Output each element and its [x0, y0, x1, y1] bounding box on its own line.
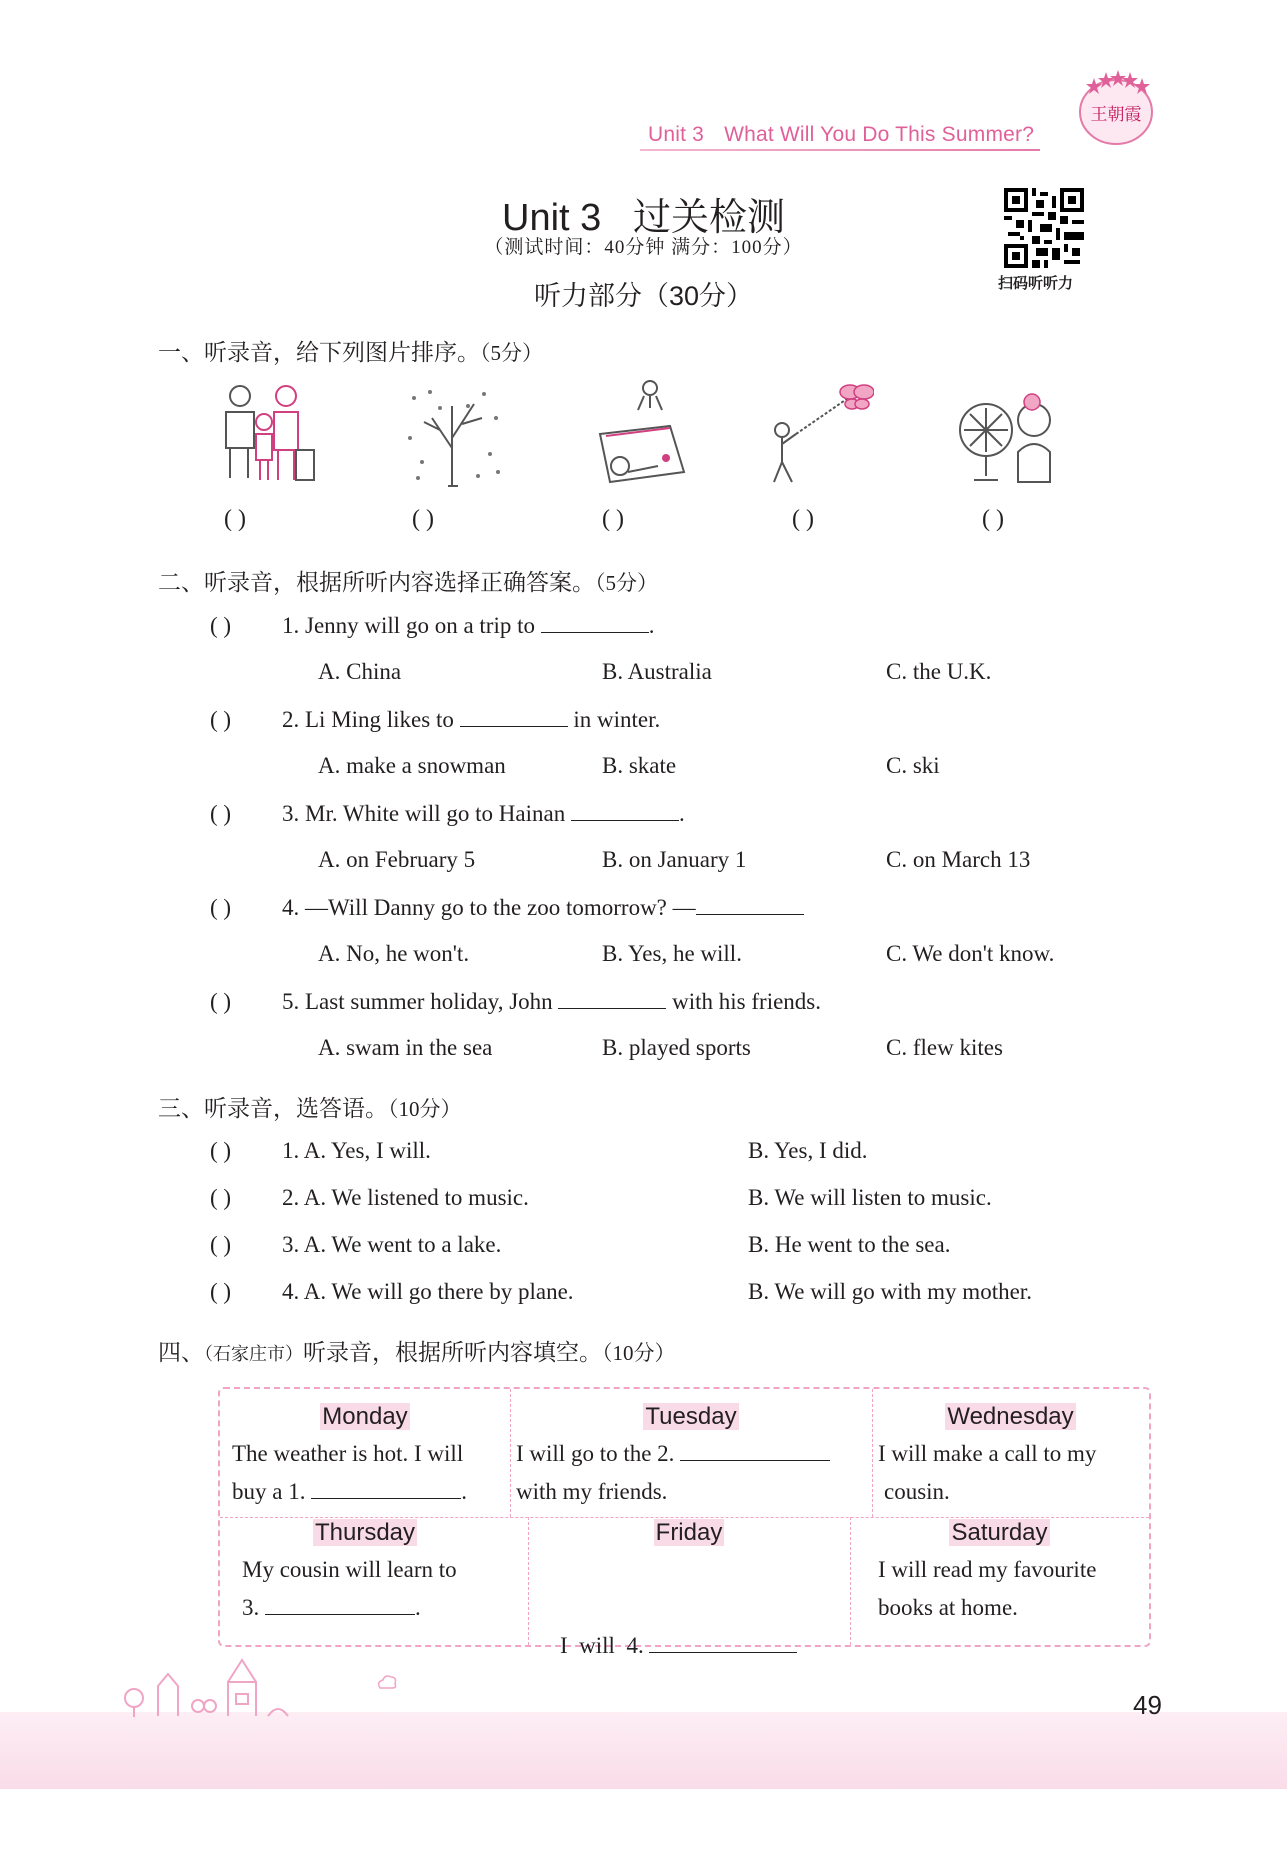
answer-blank[interactable]	[696, 894, 804, 915]
cell-line	[232, 1473, 467, 1511]
question-text-end: in winter.	[567, 707, 661, 732]
option-a[interactable]: 1. A. Yes, I will.	[282, 1138, 431, 1163]
day-heading-saturday	[850, 1519, 1149, 1547]
section3-points: （10分）	[388, 1097, 462, 1121]
cell-text: I will go to the 2.	[516, 1441, 681, 1466]
option-c[interactable]: C. on March 13	[886, 847, 1031, 872]
cell-text: 3.	[242, 1595, 265, 1620]
fan-girl-icon	[956, 378, 1064, 488]
option-a[interactable]: A. on February 5	[318, 847, 476, 872]
day-heading-wednesday	[872, 1403, 1149, 1431]
answer-bracket[interactable]: ( )	[210, 801, 232, 826]
day-label: Monday	[322, 1403, 408, 1430]
section4-points: （10分）	[602, 1341, 676, 1365]
question-row	[210, 800, 685, 827]
answer-blank[interactable]	[460, 706, 568, 727]
option-c[interactable]: C. flew kites	[886, 1035, 1003, 1060]
listening-section-title: 听力部分（30分）	[533, 281, 754, 311]
reading-boy-icon	[590, 378, 698, 488]
cell-line: The weather is hot. I will	[232, 1441, 464, 1466]
weekly-plan-table	[218, 1387, 1151, 1658]
picture-bracket[interactable]: ( )	[224, 506, 246, 532]
logo-text: 王朝霞	[1090, 105, 1142, 125]
option-b[interactable]: B. He went to the sea.	[748, 1232, 951, 1257]
question-text: 4. —Will Danny go to the zoo tomorrow? —	[282, 895, 696, 920]
cell-line	[242, 1589, 457, 1627]
header-underline	[640, 149, 1040, 151]
qr-label: 扫码听听力	[998, 275, 1074, 292]
section3-heading	[158, 1090, 462, 1123]
question-text: 1. Jenny will go on a trip to	[282, 613, 541, 638]
question-row	[210, 894, 804, 921]
answer-bracket[interactable]: ( )	[210, 1138, 232, 1163]
header-unit-title: What Will You Do This Summer?	[724, 123, 1035, 146]
cell-line: I will make a call to my	[878, 1441, 1097, 1466]
question-row	[210, 988, 821, 1015]
picture-bracket[interactable]: ( )	[602, 506, 624, 532]
response-row	[210, 1232, 501, 1258]
day-label: Thursday	[314, 1519, 416, 1546]
answer-blank[interactable]	[571, 800, 679, 821]
option-a[interactable]: A. No, he won't.	[318, 941, 470, 966]
cell-monday	[232, 1435, 467, 1511]
answer-bracket[interactable]: ( )	[210, 1185, 232, 1210]
section1-points: （5分）	[480, 341, 543, 365]
section1-heading	[158, 334, 543, 367]
question-row	[210, 612, 654, 639]
option-a[interactable]: 4. A. We will go there by plane.	[282, 1279, 574, 1304]
section2-title: 二、听录音，根据所听内容选择正确答案。	[158, 570, 595, 595]
table-divider	[220, 1517, 1149, 1518]
section2-points: （5分）	[595, 571, 658, 595]
cell-line: My cousin will learn to	[242, 1557, 457, 1582]
header-unit: Unit 3	[648, 123, 705, 146]
castle-decoration-icon	[118, 1648, 308, 1718]
cell-line: with my friends.	[516, 1479, 668, 1504]
answer-bracket[interactable]: ( )	[210, 1279, 232, 1304]
answer-bracket[interactable]: ( )	[210, 1232, 232, 1257]
option-b[interactable]: B. Yes, I did.	[748, 1138, 868, 1163]
cell-line	[516, 1435, 830, 1473]
test-info: （测试时间：40分钟 满分：100分）	[484, 237, 803, 258]
cell-line	[560, 1627, 797, 1665]
cell-wednesday	[878, 1435, 1096, 1511]
option-b[interactable]: B. We will go with my mother.	[748, 1279, 1032, 1304]
answer-blank-2[interactable]	[680, 1440, 830, 1461]
family-trip-icon	[212, 378, 320, 488]
section4-title: 听录音，根据所听内容填空。	[303, 1340, 602, 1365]
option-b[interactable]: B. Yes, he will.	[602, 941, 742, 966]
page-title: Unit 3 过关检测	[502, 197, 785, 239]
picture-bracket[interactable]: ( )	[982, 506, 1004, 532]
answer-blank[interactable]	[541, 612, 649, 633]
option-b[interactable]: B. We will listen to music.	[748, 1185, 992, 1210]
cell-thursday	[242, 1551, 457, 1627]
day-label: Tuesday	[645, 1403, 737, 1430]
qr-code-icon[interactable]	[1004, 188, 1084, 268]
question-text: 5. Last summer holiday, John	[282, 989, 559, 1014]
answer-blank-3[interactable]	[265, 1594, 415, 1615]
day-label: Wednesday	[947, 1403, 1074, 1430]
question-text-end: with his friends.	[666, 989, 822, 1014]
question-text: 2. Li Ming likes to	[282, 707, 460, 732]
question-row	[210, 706, 660, 733]
option-b[interactable]: B. on January 1	[602, 847, 747, 872]
option-a[interactable]: A. make a snowman	[318, 753, 506, 778]
running-header	[648, 123, 1034, 147]
response-row	[210, 1185, 529, 1211]
option-c[interactable]: C. We don't know.	[886, 941, 1055, 966]
day-label: Friday	[655, 1519, 723, 1546]
day-heading-friday	[528, 1519, 850, 1547]
answer-bracket[interactable]: ( )	[210, 989, 232, 1014]
answer-bracket[interactable]: ( )	[210, 613, 232, 638]
section4-number: 四、	[158, 1340, 204, 1365]
cell-line: I will read my favourite	[878, 1557, 1097, 1582]
day-heading-thursday	[220, 1519, 510, 1547]
section3-title: 三、听录音，选答语。	[158, 1096, 388, 1121]
footer-band	[0, 1712, 1287, 1789]
page-number: 49	[1133, 1690, 1162, 1720]
section4-heading	[158, 1334, 676, 1367]
cell-line: books at home.	[878, 1595, 1018, 1620]
question-text-end: .	[678, 801, 685, 826]
option-a[interactable]: 3. A. We went to a lake.	[282, 1232, 502, 1257]
option-b[interactable]: B. skate	[602, 753, 677, 778]
cell-line: cousin.	[884, 1479, 950, 1504]
cloud-decoration-icon	[376, 1674, 398, 1692]
kite-icon	[766, 378, 874, 488]
cell-text: buy a 1.	[232, 1479, 312, 1504]
question-text-end: .	[648, 613, 655, 638]
answer-blank[interactable]	[558, 988, 666, 1009]
section4-city: （石家庄市）	[204, 1344, 303, 1364]
answer-blank-1[interactable]	[311, 1478, 461, 1499]
answer-bracket[interactable]: ( )	[210, 707, 232, 732]
day-heading-monday	[220, 1403, 510, 1431]
publisher-logo-icon	[1072, 64, 1160, 148]
cell-text-end: .	[415, 1595, 421, 1620]
cell-text: I will 4.	[560, 1633, 650, 1658]
section2-heading	[158, 564, 658, 597]
day-heading-tuesday	[510, 1403, 872, 1431]
response-row	[210, 1138, 431, 1164]
cell-saturday	[878, 1551, 1096, 1627]
cell-friday	[560, 1551, 797, 1855]
option-a[interactable]: A. China	[318, 659, 402, 684]
section1-title: 一、听录音，给下列图片排序。	[158, 340, 480, 365]
option-c[interactable]: C. the U.K.	[886, 659, 992, 684]
picture-bracket[interactable]: ( )	[412, 506, 434, 532]
picture-bracket[interactable]: ( )	[792, 506, 814, 532]
question-text: 3. Mr. White will go to Hainan	[282, 801, 571, 826]
option-b[interactable]: B. played sports	[602, 1035, 751, 1060]
answer-bracket[interactable]: ( )	[210, 895, 232, 920]
cell-tuesday	[516, 1435, 830, 1511]
option-c[interactable]: C. ski	[886, 753, 940, 778]
day-label: Saturday	[951, 1519, 1048, 1546]
cell-text-end: .	[461, 1479, 467, 1504]
option-b[interactable]: B. Australia	[602, 659, 712, 684]
snowy-tree-icon	[400, 378, 508, 488]
answer-blank-4[interactable]	[649, 1632, 797, 1653]
response-row	[210, 1279, 574, 1305]
option-a[interactable]: A. swam in the sea	[318, 1035, 493, 1060]
option-a[interactable]: 2. A. We listened to music.	[282, 1185, 529, 1210]
